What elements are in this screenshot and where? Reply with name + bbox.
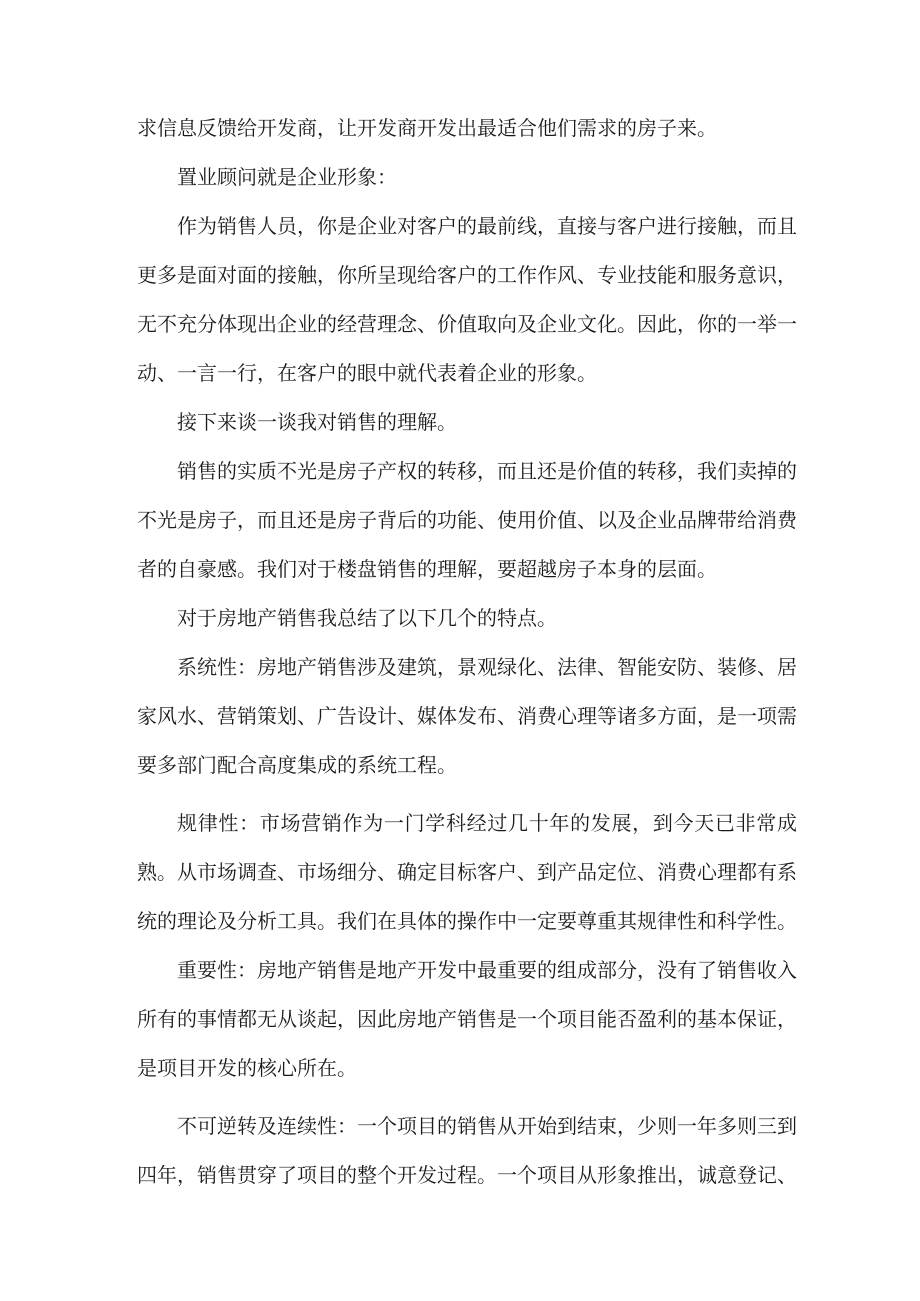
paragraph-systematic: 系统性：房地产销售涉及建筑，景观绿化、法律、智能安防、装修、居家风水、营销策划、广告设计、媒体发布、消费心理等诸多方面，是一项需要多部门配合高度集成的系统工程。: [137, 655, 797, 777]
paragraph-understanding-intro: 接下来谈一谈我对销售的理解。: [177, 410, 457, 434]
paragraph-regularity: 规律性：市场营销作为一门学科经过几十年的发展，到今天已非常成熟。从市场调查、市场细分、确定目标客户、到产品定位、消费心理都有系统的理论及分析工具。我们在具体的操作中一定要尊重其规律性和科学性。: [137, 811, 797, 933]
paragraph-irreversibility: 不可逆转及连续性：一个项目的销售从开始到结束，少则一年多则三到四年，销售贯穿了项目的整个开发过程。一个项目从形象推出，诚意登记、: [137, 1114, 797, 1187]
document-body: [137, 104, 797, 1200]
paragraph-sales-staff: 作为销售人员，你是企业对客户的最前线，直接与客户进行接触，而且更多是面对面的接触，你所呈现给客户的工作作风、专业技能和服务意识，无不充分体现出企业的经营理念、价值取向及企业文化。因此，你的一举一动、一言一行，在客户的眼中就代表着企业的形象。: [137, 214, 797, 385]
paragraph-sales-essence: 销售的实质不光是房子产权的转移，而且还是价值的转移，我们卖掉的不光是房子，而且还是房子背后的功能、使用价值、以及企业品牌带给消费者的自豪感。我们对于楼盘销售的理解，要超越房子本身的层面。: [137, 459, 797, 581]
paragraph-consultant-heading: 置业顾问就是企业形象：: [177, 165, 397, 189]
paragraph-importance: 重要性：房地产销售是地产开发中最重要的组成部分，没有了销售收入所有的事情都无从谈起，因此房地产销售是一个项目能否盈利的基本保证，是项目开发的核心所在。: [137, 958, 797, 1080]
paragraph-features-intro: 对于房地产销售我总结了以下几个的特点。: [177, 606, 557, 630]
paragraph-continuation: 求信息反馈给开发商，让开发商开发出最适合他们需求的房子来。: [137, 116, 717, 140]
